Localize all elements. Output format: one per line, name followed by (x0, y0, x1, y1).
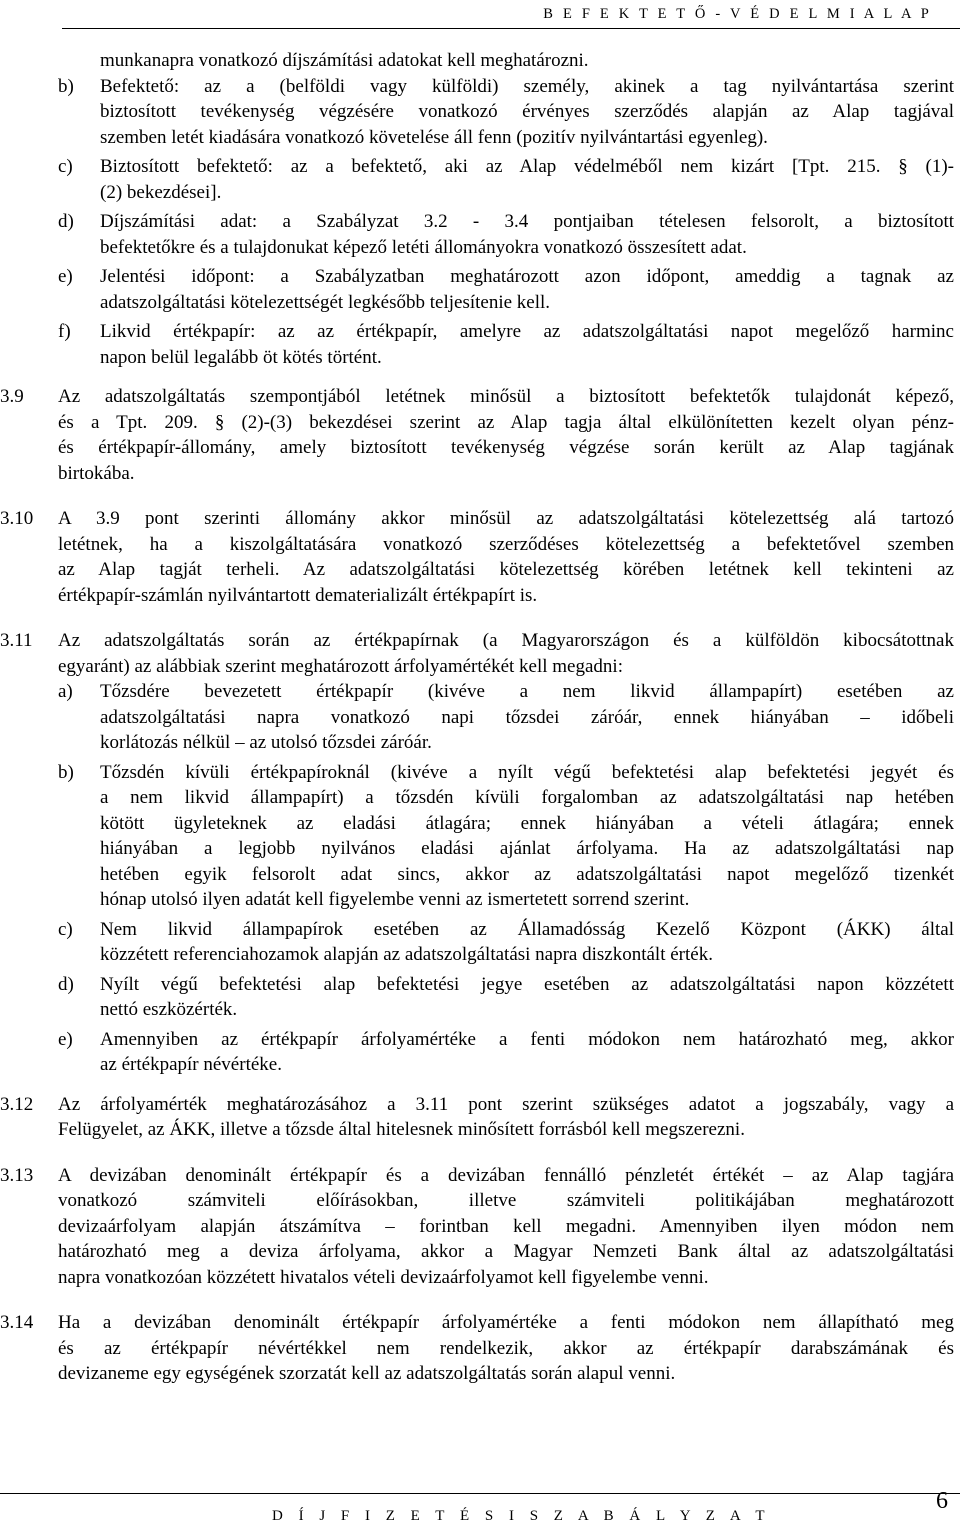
text-line: egyaránt) az alábbiak szerint meghatározott árfolyamértékét kell megadni: (58, 655, 623, 677)
section-3-14 (0, 1310, 954, 1387)
section-number: 3.12 (0, 1093, 34, 1115)
text-line: letétnek, ha a kiszolgáltatására vonatkozó szerződéses kötelezettség a befektetővel szemben (58, 533, 954, 555)
definition-item-b (58, 74, 954, 151)
text-line: vonatkozó számviteli előírásokban, illetve számviteli politikájában meghatározott (58, 1190, 954, 1211)
text-line: hónap utolsó ilyen adatát kell figyelembe venni az ismertetett sorrend szerint. (100, 889, 690, 910)
text-line: nettó eszközérték. (100, 999, 238, 1020)
text-line: Amennyiben az értékpapír árfolyamértéke a fenti módokon nem határozható meg, akkor (100, 1028, 954, 1050)
text-line: birtokába. (58, 462, 135, 484)
text-line: devizaárfolyam alapján átszámítva – forintban kell megadni. Amennyiben ilyen módon nem (58, 1215, 954, 1237)
rule-item-a (58, 679, 954, 756)
text-line: Az árfolyamérték meghatározásához a 3.11 pont szerint szükséges adatot a jogszabály, vagy a (58, 1093, 954, 1115)
section-number: 3.9 (0, 386, 24, 407)
text-line: Likvid értékpapír: az az értékpapír, amelyre az adatszolgáltatási napot megelőző harminc (100, 321, 954, 342)
page-number: 6 (936, 1488, 948, 1514)
section-number: 3.13 (0, 1164, 34, 1186)
text-line: Felügyelet, az ÁKK, illetve a tőzsde által hitelesnek minősített forrásból kell megszerezni. (58, 1119, 745, 1140)
footer-rule (0, 1493, 960, 1494)
text-line: Díjszámítási adat: a Szabályzat 3.2 - 3.4 pontjaiban tételesen felsorolt, a biztosított (100, 211, 954, 232)
section-number: 3.10 (0, 508, 34, 529)
rule-item-d (58, 972, 954, 1023)
rule-item-c (58, 917, 954, 968)
section-3-10 (0, 506, 954, 608)
text-line: Jelentési időpont: a Szabályzatban meghatározott azon időpont, ameddig a tagnak az (100, 266, 954, 287)
item-label: b) (58, 761, 74, 783)
text-line: a nem likvid állampapírt) a tőzsdén kívüli forgalomban az adatszolgáltatási nap hetében (100, 787, 954, 808)
rule-item-e (58, 1027, 954, 1078)
continuation-line: munkanapra vonatkozó díjszámítási adatokat kell meghatározni. (100, 50, 589, 71)
text-line: Nyílt végű befektetési alap befektetési jegye esetében az adatszolgáltatási napon közzétett (100, 973, 954, 995)
text-line: adatszolgáltatási kötelezettségét legkésőbb teljesítenie kell. (100, 291, 551, 313)
text-line: napon belül legalább öt kötés történt. (100, 346, 382, 368)
item-label: a) (58, 681, 73, 702)
text-line: az Alap tagját terheli. Az adatszolgáltatási kötelezettség körében letétnek kell tekinteni az (58, 559, 954, 580)
text-line: adatszolgáltatási napra vonatkozó napi tőzsdei záróár, ennek hiányában – időbeli (100, 706, 954, 728)
text-line: és értékpapír-állomány, amely biztosított tevékenység végzése során került az Alap tagjának (58, 437, 954, 458)
section-3-13 (0, 1163, 954, 1291)
definition-item-d (58, 209, 954, 260)
text-line: kötött ügyleteknek az eladási átlagára; ennek hiányában a vételi átlagára; ennek (100, 812, 954, 834)
text-line: az értékpapír névértéke. (100, 1054, 282, 1075)
text-line: (2) bekezdései]. (100, 181, 222, 203)
text-line: határozható meg a deviza árfolyama, akkor a Magyar Nemzeti Bank által az adatszolgáltatási (58, 1241, 954, 1262)
text-line: korlátozás nélkül – az utolsó tőzsdei záróár. (100, 732, 432, 753)
section-3-12 (0, 1092, 954, 1143)
valuation-rules-list (58, 679, 954, 1078)
item-label: d) (58, 973, 74, 995)
text-line: hiányában a legjobb nyilvános eladási ajánlat árfolyama. Ha az adatszolgáltatási nap (100, 838, 954, 859)
text-line: devizaneme egy egységének szorzatát kell az adatszolgáltatás során alapul venni. (58, 1363, 676, 1384)
text-line: és a Tpt. 209. § (2)-(3) bekezdései szerint az Alap tagja által elkülönítetten kezelt olyan pénz- (58, 411, 954, 433)
running-footer: D Í J F I Z E T É S I S Z A B Á L Y Z A T (272, 1508, 771, 1524)
text-line: Az adatszolgáltatás szempontjából letétnek minősül a biztosított befektetők tulajdonát képező, (58, 386, 954, 407)
header-rule (62, 28, 960, 29)
text-line: hetében egyik felsorolt adat sincs, akkor az adatszolgáltatási napot megelőző tizenkét (100, 863, 954, 885)
item-label: f) (58, 321, 71, 342)
item-label: e) (58, 1028, 73, 1050)
text-line: Nem likvid állampapírok esetében az Államadósság Kezelő Központ (ÁKK) által (100, 918, 954, 940)
text-line: Biztosított befektető: az a befektető, aki az Alap védelméből nem kizárt [Tpt. 215. § (1)- (100, 156, 954, 177)
section-3-9 (0, 384, 954, 486)
text-line: napra vonatkozóan közzétett hivatalos vételi devizaárfolyamot kell figyelembe venni. (58, 1266, 709, 1288)
running-header: B E F E K T E T Ő - V É D E L M I A L A P (543, 6, 932, 22)
text-line: Az adatszolgáltatás során az értékpapírnak (a Magyarországon és a külföldön kibocsátottnak (58, 630, 954, 651)
section-number: 3.11 (0, 630, 33, 651)
text-line: Ha a devizában denominált értékpapír árfolyamértéke a fenti módokon nem állapítható meg (58, 1312, 954, 1333)
item-label: d) (58, 211, 74, 232)
definition-item-c (58, 154, 954, 205)
text-line: közzétett referenciahozamok alapján az adatszolgáltatási napra diszkontált érték. (100, 944, 713, 965)
rule-item-b (58, 760, 954, 913)
section-number: 3.14 (0, 1312, 34, 1333)
definition-item-e (58, 264, 954, 315)
text-line: szemben letét kiadására vonatkozó követelése áll fenn (pozitív nyilvántartási egyenleg). (100, 126, 768, 148)
definitions-list (58, 74, 954, 371)
text-line: A 3.9 pont szerinti állomány akkor minősül az adatszolgáltatási kötelezettség alá tartozó (58, 508, 954, 529)
text-line: befektetőkre és a tulajdonukat képező letéti állományokra vonatkozó összesített adat. (100, 236, 747, 258)
item-label: c) (58, 918, 73, 940)
text-line: értékpapír-számlán nyilvántartott dematerializált értékpapírt is. (58, 584, 538, 606)
text-line: Befektető: az a (belföldi vagy külföldi) személy, akinek a tag nyilvántartása szerint (100, 75, 954, 97)
text-line: és az értékpapír névértékkel nem rendelkezik, akkor az értékpapír darabszámának és (58, 1337, 954, 1359)
section-3-11 (0, 628, 954, 1082)
text-line: A devizában denominált értékpapír és a devizában fennálló pénzletét értékét – az Alap tagjára (58, 1164, 954, 1186)
item-label: c) (58, 156, 73, 177)
text-line: biztosított tevékenység végzésére vonatkozó érvényes szerződés alapján az Alap tagjával (100, 101, 954, 122)
definition-item-f (58, 319, 954, 370)
text-line: Tőzsdén kívüli értékpapíroknál (kivéve a nyílt végű befektetési alap befektetési jegyét és (100, 761, 954, 783)
item-label: e) (58, 266, 73, 287)
text-line: Tőzsdére bevezetett értékpapír (kivéve a nem likvid állampapírt) esetében az (100, 681, 954, 702)
document-body (0, 48, 960, 1387)
item-label: b) (58, 75, 74, 97)
